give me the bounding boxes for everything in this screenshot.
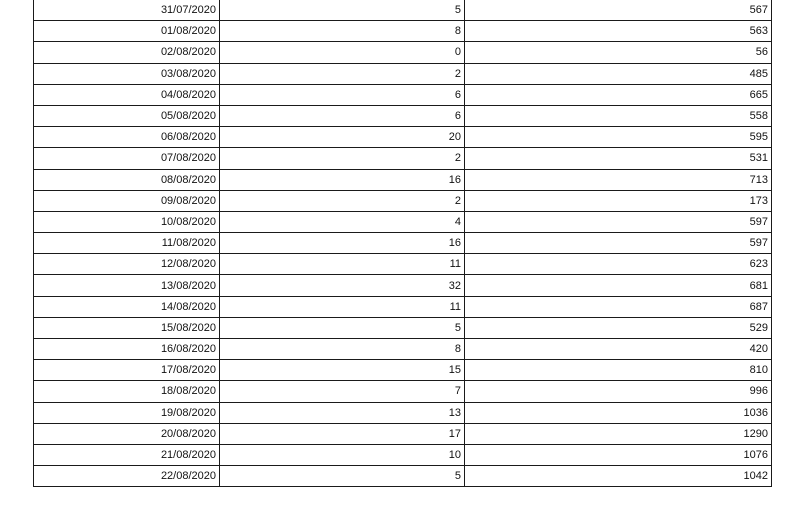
value-a-cell: 5 xyxy=(220,466,465,487)
table-row xyxy=(34,169,772,190)
date-cell: 08/08/2020 xyxy=(34,169,220,190)
date-cell: 18/08/2020 xyxy=(34,381,220,402)
value-a-cell: 13 xyxy=(220,402,465,423)
value-b-cell: 713 xyxy=(465,169,772,190)
date-cell: 13/08/2020 xyxy=(34,275,220,296)
date-cell: 16/08/2020 xyxy=(34,339,220,360)
value-a-cell: 17 xyxy=(220,423,465,444)
value-b-cell: 595 xyxy=(465,127,772,148)
table-row xyxy=(34,105,772,126)
value-a-cell: 2 xyxy=(220,190,465,211)
data-sheet xyxy=(33,0,771,487)
value-b-cell: 996 xyxy=(465,381,772,402)
date-cell: 07/08/2020 xyxy=(34,148,220,169)
value-a-cell: 8 xyxy=(220,339,465,360)
table-row xyxy=(34,42,772,63)
value-a-cell: 2 xyxy=(220,63,465,84)
data-table xyxy=(33,0,772,487)
value-b-cell: 567 xyxy=(465,0,772,21)
table-row xyxy=(34,254,772,275)
table-row xyxy=(34,381,772,402)
value-b-cell: 529 xyxy=(465,317,772,338)
value-b-cell: 173 xyxy=(465,190,772,211)
table-row xyxy=(34,211,772,232)
date-cell: 04/08/2020 xyxy=(34,84,220,105)
table-row xyxy=(34,190,772,211)
table-row xyxy=(34,296,772,317)
table-row xyxy=(34,275,772,296)
value-b-cell: 681 xyxy=(465,275,772,296)
table-row xyxy=(34,402,772,423)
value-a-cell: 6 xyxy=(220,84,465,105)
value-a-cell: 10 xyxy=(220,444,465,465)
value-b-cell: 623 xyxy=(465,254,772,275)
value-b-cell: 597 xyxy=(465,233,772,254)
date-cell: 11/08/2020 xyxy=(34,233,220,254)
table-row xyxy=(34,21,772,42)
value-a-cell: 20 xyxy=(220,127,465,148)
date-cell: 22/08/2020 xyxy=(34,466,220,487)
table-row xyxy=(34,84,772,105)
value-a-cell: 11 xyxy=(220,296,465,317)
date-cell: 06/08/2020 xyxy=(34,127,220,148)
date-cell: 05/08/2020 xyxy=(34,105,220,126)
value-a-cell: 6 xyxy=(220,105,465,126)
date-cell: 20/08/2020 xyxy=(34,423,220,444)
value-b-cell: 597 xyxy=(465,211,772,232)
table-row xyxy=(34,148,772,169)
value-b-cell: 1042 xyxy=(465,466,772,487)
value-b-cell: 1290 xyxy=(465,423,772,444)
date-cell: 09/08/2020 xyxy=(34,190,220,211)
value-a-cell: 5 xyxy=(220,0,465,21)
table-row xyxy=(34,233,772,254)
table-row xyxy=(34,360,772,381)
value-a-cell: 32 xyxy=(220,275,465,296)
table-row xyxy=(34,444,772,465)
value-b-cell: 420 xyxy=(465,339,772,360)
table-row xyxy=(34,466,772,487)
value-a-cell: 2 xyxy=(220,148,465,169)
table-row xyxy=(34,127,772,148)
value-a-cell: 11 xyxy=(220,254,465,275)
value-a-cell: 5 xyxy=(220,317,465,338)
date-cell: 03/08/2020 xyxy=(34,63,220,84)
value-a-cell: 15 xyxy=(220,360,465,381)
date-cell: 19/08/2020 xyxy=(34,402,220,423)
date-cell: 21/08/2020 xyxy=(34,444,220,465)
table-row xyxy=(34,0,772,21)
date-cell: 02/08/2020 xyxy=(34,42,220,63)
table-row xyxy=(34,63,772,84)
table-row xyxy=(34,317,772,338)
value-a-cell: 8 xyxy=(220,21,465,42)
value-b-cell: 56 xyxy=(465,42,772,63)
value-b-cell: 1076 xyxy=(465,444,772,465)
table-row xyxy=(34,423,772,444)
value-b-cell: 485 xyxy=(465,63,772,84)
date-cell: 15/08/2020 xyxy=(34,317,220,338)
value-a-cell: 0 xyxy=(220,42,465,63)
date-cell: 10/08/2020 xyxy=(34,211,220,232)
date-cell: 01/08/2020 xyxy=(34,21,220,42)
value-b-cell: 665 xyxy=(465,84,772,105)
table-row xyxy=(34,339,772,360)
value-a-cell: 4 xyxy=(220,211,465,232)
value-b-cell: 531 xyxy=(465,148,772,169)
date-cell: 17/08/2020 xyxy=(34,360,220,381)
value-b-cell: 558 xyxy=(465,105,772,126)
date-cell: 12/08/2020 xyxy=(34,254,220,275)
table-body xyxy=(34,0,772,487)
value-a-cell: 16 xyxy=(220,169,465,190)
date-cell: 31/07/2020 xyxy=(34,0,220,21)
value-b-cell: 563 xyxy=(465,21,772,42)
value-a-cell: 16 xyxy=(220,233,465,254)
value-b-cell: 810 xyxy=(465,360,772,381)
value-b-cell: 687 xyxy=(465,296,772,317)
value-a-cell: 7 xyxy=(220,381,465,402)
date-cell: 14/08/2020 xyxy=(34,296,220,317)
value-b-cell: 1036 xyxy=(465,402,772,423)
